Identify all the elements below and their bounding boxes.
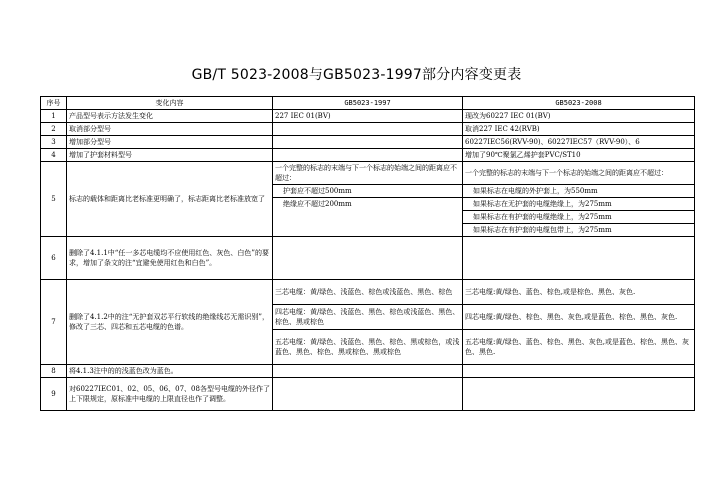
row-old	[273, 378, 463, 411]
row-old-line: 绝缘应不超过200mm	[273, 198, 463, 237]
row-old	[273, 123, 463, 136]
row-old	[273, 237, 463, 280]
row-new-line: 如果标志在电缆的外护套上，为550mm	[463, 185, 695, 198]
row-change: 标志的载体和距离比老标准更明确了，标志距离比老标准放宽了	[67, 162, 273, 237]
page-title: GB/T 5023-2008与GB5023-1997部分内容变更表	[191, 67, 522, 83]
row-change: 取消部分型号	[67, 123, 273, 136]
change-table	[40, 96, 695, 411]
row-no: 3	[41, 136, 67, 149]
row-no: 1	[41, 110, 67, 123]
row-old: 227 IEC 01(BV)	[273, 110, 463, 123]
row-new: 增加了90℃聚氯乙烯护套PVC/ST10	[463, 149, 695, 162]
row-no: 9	[41, 378, 67, 411]
row-new	[463, 378, 695, 411]
table-row	[41, 123, 695, 136]
row-old	[273, 149, 463, 162]
table-row	[41, 365, 695, 378]
row-new	[463, 365, 695, 378]
table-row	[41, 136, 695, 149]
row-no: 2	[41, 123, 67, 136]
row-new-line: 如果标志在有护套的电缆绝缘上，为275mm	[463, 211, 695, 224]
row-change: 对60227IEC01、02、05、06、07、08各型号电缆的外径作了上下限规定，原标准中电缆的上限直径也作了调整。	[67, 378, 273, 411]
table-row	[41, 237, 695, 280]
row-no: 7	[41, 280, 67, 365]
header-old: GB5023-1997	[273, 97, 463, 110]
row-old-line: 三芯电缆：黄/绿色、浅蓝色、棕色或浅蓝色、黑色、棕色	[273, 280, 463, 305]
table-row	[41, 280, 695, 305]
row-change: 删除了4.1.1中“任一多芯电缆均不应使用红色、灰色、白色”的要求，增加了条文的注“宜避免使用红色和白色”。	[67, 237, 273, 280]
table-header-row	[41, 97, 695, 110]
header-change: 变化内容	[67, 97, 273, 110]
row-change: 将4.1.3注中的的浅蓝色改为蓝色。	[67, 365, 273, 378]
row-new-line: 四芯电缆:黄/绿色、棕色、黑色、灰色,或是蓝色、棕色、黑色、灰色.	[463, 305, 695, 330]
row-new: 现改为60227 IEC 01(BV)	[463, 110, 695, 123]
row-no: 5	[41, 162, 67, 237]
row-change: 产品型号表示方法发生变化	[67, 110, 273, 123]
table-row	[41, 149, 695, 162]
row-old	[273, 136, 463, 149]
row-change: 增加了护套材料型号	[67, 149, 273, 162]
row-change: 删除了4.1.2中的注“无护套双芯平行软线的绝缘线芯无需识别”，修改了三芯、四芯和五芯电缆的色谱。	[67, 280, 273, 365]
table-row	[41, 162, 695, 185]
row-old-line: 五芯电缆：黄/绿色、浅蓝色、黑色、棕色、黑或棕色，或浅蓝色、黑色、棕色、黑或棕色、黑或棕色	[273, 330, 463, 365]
table-row	[41, 110, 695, 123]
header-new: GB5023-2008	[463, 97, 695, 110]
row-new-line: 五芯电缆:黄/绿色、蓝色、棕色、黑色、灰色,或是蓝色、棕色、黑色、灰色、黑色.	[463, 330, 695, 365]
row-no: 4	[41, 149, 67, 162]
row-old-line: 一个完整的标志的末端与下一个标志的始端之间的距离应不超过：	[273, 162, 463, 185]
row-no: 6	[41, 237, 67, 280]
row-new-line: 如果标志在有护套的电缆包带上，为275mm	[463, 224, 695, 237]
row-new-line: 一个完整的标志的末端与下一个标志的始端之间的距离应不超过：	[463, 162, 695, 185]
row-new	[463, 237, 695, 280]
row-old	[273, 365, 463, 378]
row-old-line: 护套应不超过500mm	[273, 185, 463, 198]
row-new-line: 如果标志在无护套的电缆绝缘上，为275mm	[463, 198, 695, 211]
header-no: 序号	[41, 97, 67, 110]
row-change: 增加部分型号	[67, 136, 273, 149]
row-old-line: 四芯电缆：黄/绿色、浅蓝色、黑色、棕色或浅蓝色、黑色、棕色、黑或棕色	[273, 305, 463, 330]
row-new: 60227IEC56(RVV-90)、60227IEC57（RVV-90）、6	[463, 136, 695, 149]
row-no: 8	[41, 365, 67, 378]
row-new: 取消227 IEC 42(RVB)	[463, 123, 695, 136]
table-row	[41, 378, 695, 411]
row-new-line: 三芯电缆:黄/绿色、蓝色、棕色,或是棕色、黑色、灰色.	[463, 280, 695, 305]
